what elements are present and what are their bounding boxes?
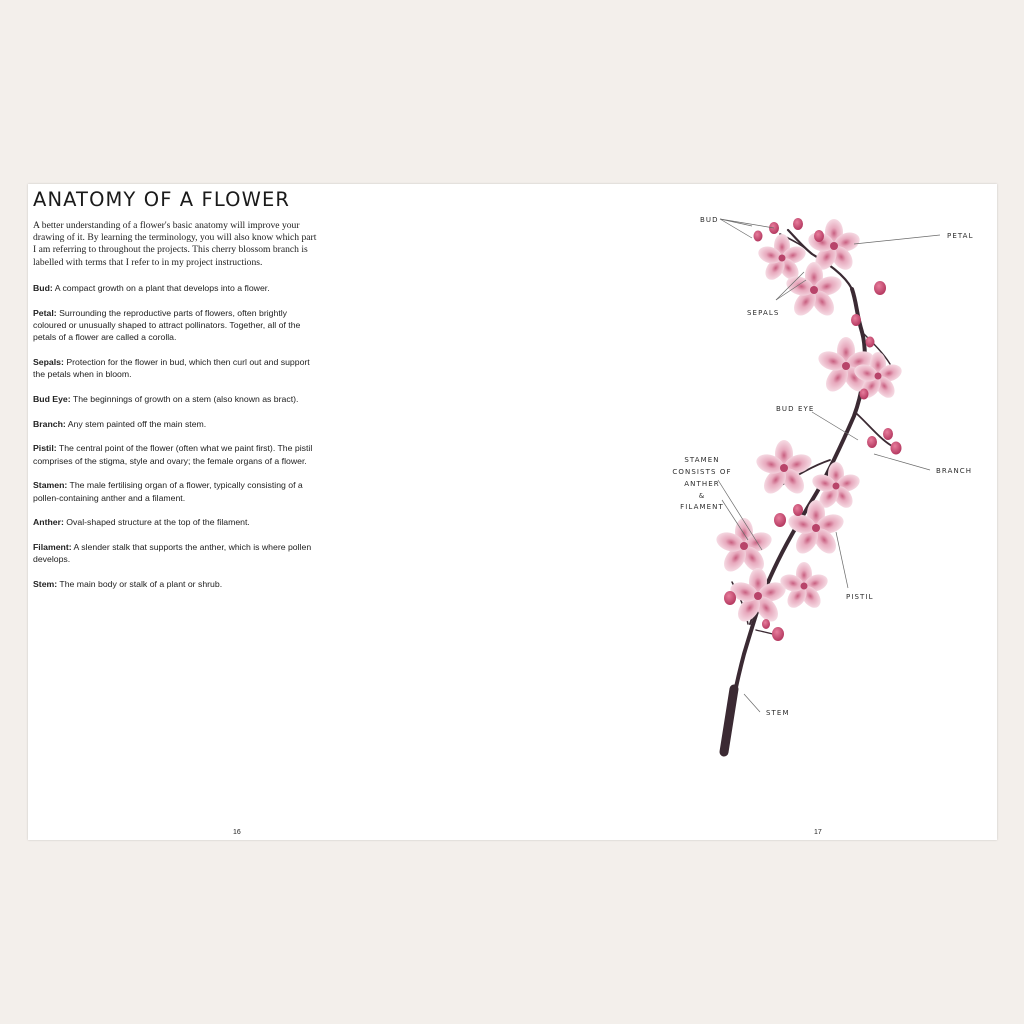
definition-bud-eye: [33, 393, 318, 405]
book-spread: [28, 184, 997, 840]
definition-text: Protection for the flower in bud, which then curl out and support the petals when in bloom.: [33, 357, 310, 380]
definition-term: Stem:: [33, 578, 58, 589]
cherry-blossom-illustration: [512, 184, 997, 840]
definition-term: Branch:: [33, 418, 66, 429]
definition-text: The main body or stalk of a plant or shrub.: [57, 578, 223, 589]
blossom: [728, 568, 788, 626]
label-stem: STEM: [766, 709, 790, 717]
definition-stamen: [33, 479, 318, 504]
label-stamen-line: ANTHER: [684, 480, 720, 488]
label-stamen-line: STAMEN: [684, 456, 720, 464]
blossom: [778, 562, 830, 611]
label-branch: BRANCH: [936, 467, 973, 475]
definition-term: Sepals:: [33, 357, 64, 367]
definition-sepals: [33, 356, 318, 381]
page-number-right: 17: [814, 829, 822, 836]
label-sepals: SEPALS: [747, 309, 780, 317]
definitions-list: [33, 282, 318, 602]
definition-term: Bud:: [33, 283, 53, 293]
definition-bud: [33, 282, 318, 294]
definition-term: Petal:: [33, 307, 57, 318]
definition-text: Any stem painted off the main stem.: [65, 418, 207, 429]
definition-term: Pistil:: [33, 443, 57, 454]
definition-term: Anther:: [33, 517, 64, 528]
blossom: [754, 440, 814, 498]
definition-pistil: [33, 442, 318, 467]
label-stamen: [672, 456, 731, 511]
definition-filament: [33, 541, 318, 566]
blossom-cluster: [714, 219, 904, 626]
definition-text: A compact growth on a plant that develops into a flower.: [52, 283, 270, 293]
definition-term: Bud Eye:: [33, 394, 71, 404]
definition-anther: [33, 516, 318, 528]
page-number-left: 16: [233, 829, 241, 836]
definition-text: Oval-shaped structure at the top of the filament.: [63, 517, 250, 528]
definition-term: Filament:: [33, 541, 72, 552]
definition-petal: [33, 307, 318, 344]
label-stamen-line: CONSISTS OF: [672, 468, 732, 476]
definition-term: Stamen:: [33, 480, 68, 491]
page-right: [512, 184, 997, 840]
definition-text: The central point of the flower (often what we paint first). The pistil comprises of the stigma, style and ovary; the female organs of a flower.: [33, 443, 313, 466]
label-pistil: PISTIL: [846, 593, 874, 601]
definition-text: Surrounding the reproductive parts of flowers, often brightly coloured or unusually shaped to attract pollinators. Together, all of the petals of a flower are called a corolla.: [33, 307, 301, 343]
intro-paragraph: A better understanding of a flower's basic anatomy will improve your drawing of it. By learning the terminology, you will also know which part I am referring to throughout the projects. This cherry blossom branch is labelled with terms that I refer to in my project instructions.: [33, 220, 317, 268]
label-stamen-line: &: [698, 492, 706, 500]
label-bud: BUD: [700, 216, 719, 224]
label-stamen-line: FILAMENT: [680, 503, 724, 511]
definition-text: The male fertilising organ of a flower, typically consisting of a pollen-containing anther and a filament.: [33, 480, 303, 503]
blossom: [714, 518, 774, 576]
definition-text: A slender stalk that supports the anther, which is where pollen develops.: [33, 541, 312, 565]
definition-text: The beginnings of growth on a stem (also known as bract).: [70, 394, 299, 404]
definition-stem: [33, 578, 318, 590]
definition-branch: [33, 418, 318, 430]
page-title: ANATOMY OF A FLOWER: [33, 188, 291, 211]
label-bud-eye: BUD EYE: [776, 405, 815, 413]
page-left: [28, 184, 512, 840]
label-petal: PETAL: [947, 232, 974, 240]
